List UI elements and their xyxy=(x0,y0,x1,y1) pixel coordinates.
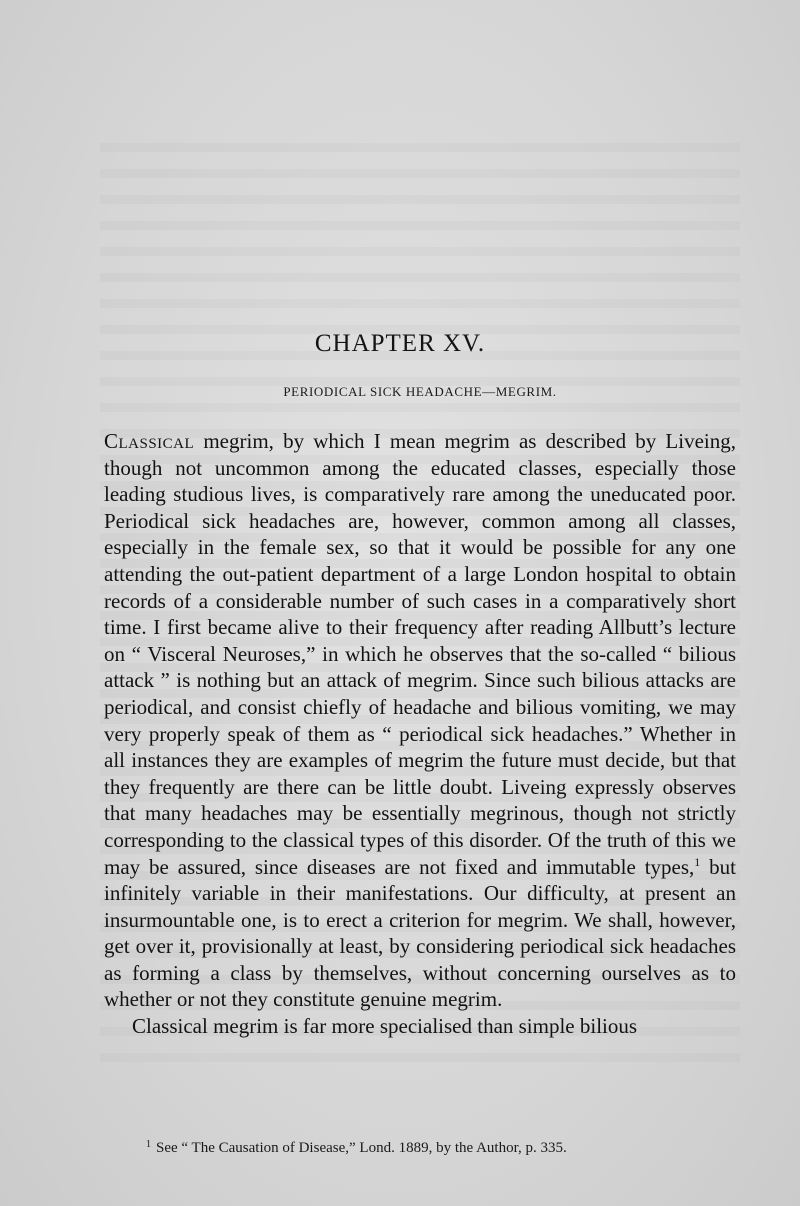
paragraph-lead-word: Classical xyxy=(104,429,195,453)
paragraph-1 xyxy=(104,428,736,1013)
paragraph-1-text-a: megrim, by which I mean megrim as described by Liveing, though not uncommon among the educated classes, especially those leading studious lives, is comparatively rare among the uneducated poor. Periodical sick headaches are, however, common among all classes, especially in the female sex, so that it would be possible for any one attending the out-patient department of a large London hospital to obtain records of a considerable number of such cases in a comparatively short time. I first became alive to their frequency after reading Allbutt’s lecture on “ Visceral Neuroses,” in which he observes that the so-called “ bilious attack ” is nothing but an attack of megrim. Since such bilious attacks are periodical, and consist chiefly of headache and bilious vomiting, we may very properly speak of them as “ periodical sick headaches.” Whether in all instances they are examples of megrim the future must decide, but that they frequently are there can be little doubt. Liveing expressly observes that many headaches may be essentially megrinous, though not strictly corresponding to the classical types of this disorder. Of the truth of this we may be assured, since diseases are not fixed and immutable types, xyxy=(104,429,736,879)
chapter-title: CHAPTER XV. xyxy=(314,330,486,357)
paragraph-2: Classical megrim is far more specialised than simple bilious xyxy=(132,1014,638,1039)
footnote-text: See “ The Causation of Disease,” Lond. 1889, by the Author, p. 335. xyxy=(156,1140,567,1156)
paragraph-1-text-b: but infinitely variable in their manifestations. Our difficulty, at present an insurmountable one, is to erect a criterion for megrim. We shall, however, get over it, provisionally at least, by considering periodical sick headaches as forming a class by themselves, without concerning ourselves as to whether or not they constitute genuine megrim. xyxy=(104,854,736,1012)
footnote xyxy=(146,1140,746,1157)
chapter-subtitle: PERIODICAL SICK HEADACHE—MEGRIM. xyxy=(283,384,557,399)
footnote-reference[interactable]: 1 xyxy=(694,854,701,869)
footnote-marker: 1 xyxy=(146,1139,151,1150)
body-text xyxy=(104,428,736,1040)
show-through-running-head xyxy=(100,100,740,126)
